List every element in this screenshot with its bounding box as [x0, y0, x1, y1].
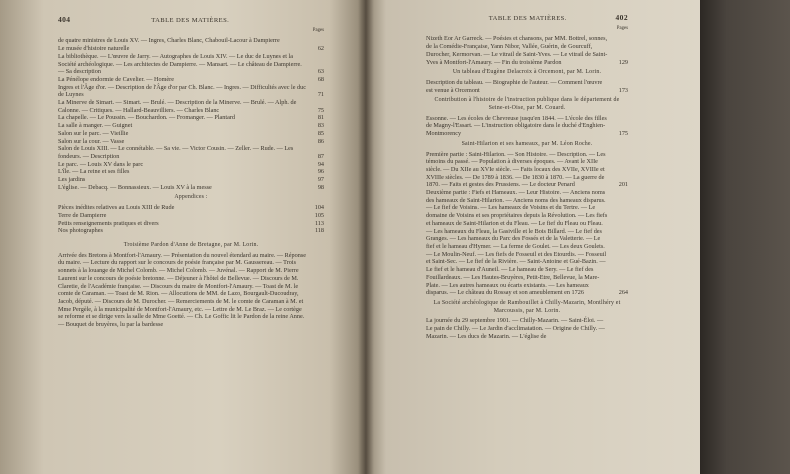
- toc-entry-page: 118: [314, 227, 324, 235]
- toc-section: [426, 97, 628, 138]
- toc-entry-text: Nizeth Eor Ar Garreck. — Poésies et chansons, par MM. Bottrel, sonnes, de la Comédie-Française, Yann Nibor, Vallée, Guérin, de Gourcuff, Durocher, Kermorvan. — Le vitrail de Saint-Yves. — Le vitrail de Saint-Yves à Montfort-l'Amaury. — Fin du troisième Pardon: [426, 35, 608, 66]
- right-pages-label: Pages: [616, 25, 628, 31]
- toc-entry-page: 83: [317, 122, 324, 130]
- toc-entry-text: Essonne. — Les écoles de Chevreuse jusqu'en 1844. — L'école des filles de Magny-l'Essart. — L'instruction obligatoire dans le duché d'Enghien-Montmorency: [426, 114, 607, 138]
- toc-entry: [426, 115, 628, 138]
- toc-section-title: Contribution à l'histoire de l'instruction publique dans le département de Seine-et-Oise, par M. Couard.: [434, 97, 620, 112]
- toc-entry-text: Le parc. — Louis XV dans le parc: [58, 160, 144, 168]
- toc-entry-text: Terre de Dampierre: [58, 211, 107, 219]
- toc-entry: [426, 79, 628, 94]
- toc-entry-text: Ingres et l'Âge d'or. — Description de l'Âge d'or par Ch. Blanc. — Ingres. — Difficultés avec le duc de Luynes: [58, 83, 306, 99]
- toc-entry: [58, 138, 324, 146]
- toc-section: [426, 300, 628, 341]
- toc-entry: [58, 184, 324, 192]
- toc-entry: [426, 35, 628, 66]
- toc-entry: [58, 84, 324, 99]
- toc-entry-page: 87: [317, 152, 324, 160]
- toc-entry-page: 105: [314, 211, 324, 219]
- toc-entry-text: La Pénélope endormie de Cavelier. — Homère: [58, 75, 174, 83]
- toc-entry: [426, 189, 628, 297]
- toc-entry-text: Première partie : Saint-Hilarion. — Son Histoire. — Description. — Les témoins du passé. — Population à diverses époques. — Avant le XIIe siècle. — Du XIIe au XVIe siècle. — Faits locaux des XVIIe, XVIIIe et XVIIIe siècles. — De 1789 à 1836. — De 1830 à 1870. — La guerre de 1870. — Faits et gestes des Prussiens. — Le docteur Penard: [426, 150, 606, 189]
- left-page-content: [58, 16, 324, 329]
- toc-entry-text: Salon de Louis XIII. — Le connétable. — Sa vie. — Victor Cousin. — Zeller. — Rude. — Les fondeurs. — Description: [58, 145, 294, 160]
- toc-entry: [58, 145, 324, 160]
- toc-entry-page: 68: [317, 75, 324, 83]
- toc-entry: [58, 204, 324, 212]
- toc-entry-text: Deuxième partie : Fiefs et Hameaux. — Leur Histoire. — Anciens noms des hameaux de Saint-Hilarion. — Anciens noms des hameaux disparus. — Le fief de Voisins. — Les hameaux de Voisins et du Tertre. — Le domaine de Voisins et ses propriétaires depuis la Révolution. — Les fiefs et hameaux de Saint-Hilarion et du Fleau. — Le fief du Fleau ou Fleau. — Les hameaux du Fleau, la Gasiville et le Bois Billard. — Le fief des Granges. — Les hameaux du Parc des Fossés et de la Valetterie. — Le fief et le hameau d'Hymer. — La ferme de Goulet. — Les deux Goulets. — Le Moulin-Neuf. — Les fiefs de Fosseuil et des Etourdis. — Fosseuil et Saint-Sec. — Le fief de la Rivière. — Saint-Antoine et Gué-Bazin. — Le fief et le hameau d'Auneil. — Le hameau de Sery. — Le fief des Fouillardeaux. — Les Hautes-Bruyères, Petit-Etre, Bellevue, la Mare-Plate. — Les autres hameaux ou écarts existants. — Les hameaux disparus. — Le château du Rossay et son ameublement en 1726: [426, 189, 608, 297]
- toc-entry-text: Pièces inédites relatives au Louis XIII de Rude: [58, 204, 175, 212]
- toc-entry-page: 175: [618, 130, 628, 138]
- toc-entry-text: Nos photographes: [58, 227, 103, 235]
- toc-entry-page: 86: [317, 137, 324, 145]
- toc-section: [426, 141, 628, 297]
- toc-entry-text: La Minerve de Simart. — Simart. — Brulé. — Description de la Minerve. — Brulé. — Alph. de Calonne. — Critiques. — Hallard-Beauvilliers. — Charles Blanc: [58, 99, 297, 114]
- toc-entry: [58, 45, 324, 53]
- toc-entry-text: La journée du 29 septembre 1901. — Chilly-Mazarin. — Saint-Éloi. — Le pain de Chilly. — Le Jardin d'acclimatation. — Origine de Chilly. — Mazarin. — Les ducs de Mazarin. — L'église de: [426, 317, 605, 340]
- toc-entry-page: 201: [618, 181, 628, 189]
- toc-entry: [58, 220, 324, 228]
- toc-entry-page: 173: [618, 86, 628, 94]
- toc-entry: [58, 76, 324, 84]
- toc-entry-text: La salle à manger. — Guignet: [58, 122, 133, 130]
- toc-section: [426, 69, 628, 94]
- toc-entry-text: La chapelle. — Le Poussin. — Bouchardon. — Fromanger. — Plantard: [58, 114, 235, 122]
- toc-entry-text: Salon sur le parc. — Vieillie: [58, 129, 129, 137]
- toc-entry-text: Les jardins: [58, 176, 86, 184]
- toc-entry-text: Le musée d'histoire naturelle: [58, 45, 130, 53]
- toc-entry: [58, 122, 324, 130]
- toc-entry: [58, 168, 324, 176]
- toc-entry-text: Description du tableau. — Biographie de l'auteur. — Comment l'œuvre est venue à Orcemont: [426, 78, 603, 94]
- left-page-header: [58, 16, 324, 25]
- left-page-number: 404: [58, 15, 71, 24]
- right-page-number: 402: [615, 13, 628, 22]
- toc-section-title: Saint-Hilarion et ses hameaux, par M. Léon Roche.: [461, 140, 593, 147]
- toc-entry-text: L'église. — Debacq. — Bonnassieux. — Louis XV à la messe: [58, 183, 212, 191]
- toc-entry: [58, 53, 324, 76]
- toc-entry-page: 113: [314, 219, 324, 227]
- toc-section-title: La Société archéologique de Rambouillet à Chilly-Mazarin, Montlhéry et Marcoussis, par M. Lorin.: [433, 299, 621, 314]
- toc-entry: [58, 161, 324, 169]
- toc-entry-page: 97: [317, 176, 324, 184]
- book-gutter: [358, 0, 374, 474]
- toc-entry-page: 96: [317, 168, 324, 176]
- book-cover-edge: [700, 0, 790, 474]
- toc-entry: [58, 37, 324, 45]
- toc-entry: [426, 317, 628, 340]
- toc-entry-text: L'île. — La reine et ses filles: [58, 168, 130, 176]
- toc-entry: [58, 114, 324, 122]
- right-toc-list: [426, 35, 628, 66]
- right-page-header: [426, 14, 628, 23]
- toc-entry-page: 129: [618, 58, 628, 66]
- toc-entry-page: 104: [314, 204, 324, 212]
- right-page-content: [426, 14, 628, 340]
- toc-entry: [58, 227, 324, 235]
- toc-section-title: Un tableau d'Eugène Delacroix à Orcemont, par M. Lorin.: [452, 69, 602, 76]
- toc-entry: [58, 252, 324, 329]
- toc-entry-text: La bibliothèque. — L'œuvre de Jarry. — Autographes de Louis XIV. — Le duc de Luynes et la Société archéologique. — Les architectes de Dampierre. — Mansart. — Le château de Dampierre. — Sa description: [58, 52, 302, 76]
- left-section-title: Troisième Pardon d'Anne de Bretagne, par M. Lorin.: [123, 241, 259, 248]
- toc-entry: Appendices :: [174, 194, 208, 201]
- right-toc-sections: [426, 69, 628, 340]
- toc-entry: [58, 212, 324, 220]
- toc-entry-page: 63: [317, 68, 324, 76]
- toc-entry-page: 71: [317, 91, 324, 99]
- toc-entry: [426, 151, 628, 190]
- toc-entry: [58, 130, 324, 138]
- left-pages-label: Pages: [312, 27, 324, 33]
- toc-entry-page: 62: [317, 45, 324, 53]
- right-running-title: TABLE DES MATIÈRES.: [488, 15, 567, 22]
- toc-entry-page: 98: [317, 183, 324, 191]
- toc-entry-text: de quatre ministres de Louis XV. — Ingres, Charles Blanc, Chabouil-Lacour à Dampierre: [58, 37, 280, 45]
- toc-entry-text: Salon sur la cour. — Vasse: [58, 137, 125, 145]
- toc-entry: [58, 99, 324, 114]
- left-toc-list: [58, 37, 324, 235]
- toc-entry: [58, 176, 324, 184]
- toc-entry-page: 85: [317, 129, 324, 137]
- toc-entry-page: 81: [317, 114, 324, 122]
- toc-entry-text: Arrivée des Bretons à Montfort-l'Amaury. — Présentation du nouvel étendard au maire. — Réponse du maire. — Lecture du rapport sur le concours de poésie française par M. Gaussereau. — Trois sonnets à la louange de Michel Colomb. — Michel Colomb. — Juvénal. — Rapport de M. Pierre Laurent sur le concours de poésie bretonne. — Déjeuner à l'hôtel de Bellevue. — Discours de M. Claretie, de l'Académie française. — Discours du maire de Montfort-l'Amaury. — Toast de M. le comte de Caraman. — Toast de M. Rion. — Allocutions de MM. de Lazo, Bourgault-Ducoudray, Jacob, député. — Discours de M. Durocher. — Remerciements de M. le comte de Caraman à M. et Mme Pergèle, à la municipalité de Montfort-l'Amaury, etc. — Lettre de M. Le Braz. — Le cortège se reforme et se dirige vers la salle de Mme Goetté. — Ch. Le Goffic lit le Pardon de la reine Anne. — Bouquet de bruyères, lu par la bardesse: [58, 251, 306, 329]
- toc-entry-page: 75: [317, 106, 324, 114]
- left-running-title: TABLE DES MATIÈRES.: [151, 17, 230, 24]
- toc-entry-page: 94: [317, 160, 324, 168]
- toc-entry-page: 264: [618, 289, 628, 297]
- toc-entry-text: Petits renseignements pratiques et divers: [58, 219, 159, 227]
- left-toc-list-2: [58, 252, 324, 329]
